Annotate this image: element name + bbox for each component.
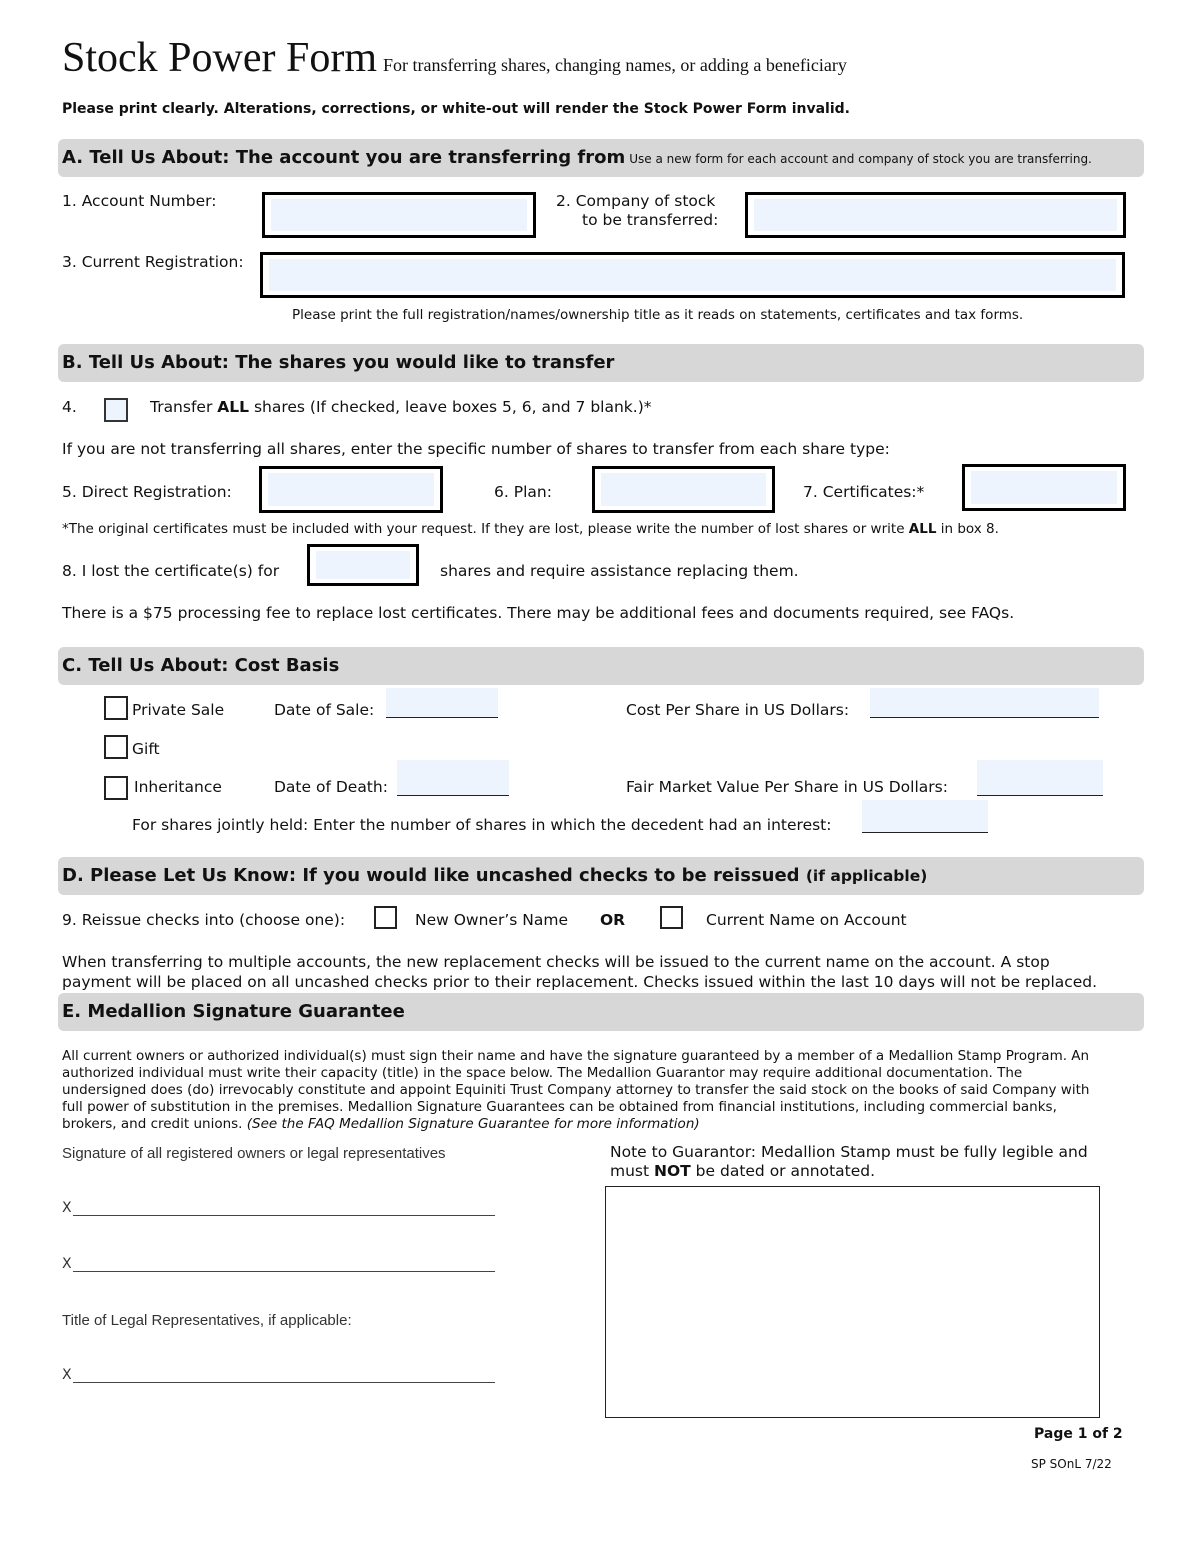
section-d-title: D. Please Let Us Know: If you would like uncashed checks to be reissued bbox=[62, 865, 800, 886]
date-of-sale-label: Date of Sale: bbox=[274, 701, 375, 719]
transfer-all-pre: Transfer bbox=[150, 398, 218, 416]
section-d-header bbox=[58, 857, 1144, 895]
cost-per-share-label: Cost Per Share in US Dollars: bbox=[626, 701, 850, 719]
signature-label: Signature of all registered owners or legal representatives bbox=[62, 1145, 446, 1162]
reissue-note-line2: payment will be placed on all uncashed checks prior to their replacement. Checks issued within the last 10 days will not be replaced. bbox=[62, 973, 1098, 991]
account-number-label: 1. Account Number: bbox=[62, 192, 217, 210]
jointly-held-label: For shares jointly held: Enter the number of shares in which the decedent had an interest: bbox=[132, 816, 832, 834]
para-line1: All current owners or authorized individual(s) must sign their name and have the signature guaranteed by a member of a Medallion Stamp Program. An bbox=[62, 1048, 1090, 1064]
fair-market-label: Fair Market Value Per Share in US Dollars: bbox=[626, 778, 948, 796]
date-of-death-input[interactable] bbox=[397, 760, 509, 796]
cost-per-share-input[interactable] bbox=[870, 688, 1099, 718]
transfer-all-post: shares (If checked, leave boxes 5, 6, and 7 blank.)* bbox=[249, 398, 652, 416]
date-of-death-label: Date of Death: bbox=[274, 778, 388, 796]
direct-registration-label: 5. Direct Registration: bbox=[62, 483, 232, 501]
signature-x-3: X bbox=[62, 1367, 72, 1383]
account-number-input[interactable] bbox=[262, 192, 536, 238]
section-a-header bbox=[58, 139, 1144, 177]
certificates-label: 7. Certificates:* bbox=[803, 483, 925, 501]
signature-line-3[interactable] bbox=[73, 1382, 495, 1383]
section-c-title: C. Tell Us About: Cost Basis bbox=[62, 655, 340, 676]
plan-label: 6. Plan: bbox=[494, 483, 552, 501]
reissue-label: 9. Reissue checks into (choose one): bbox=[62, 911, 346, 929]
registration-hint: Please print the full registration/names/ownership title as it reads on statements, certificates and tax forms. bbox=[292, 307, 1024, 323]
company-label-line2: to be transferred: bbox=[582, 211, 719, 229]
private-sale-label: Private Sale bbox=[132, 701, 225, 719]
direct-registration-input[interactable] bbox=[259, 466, 443, 513]
title-legal-label: Title of Legal Representatives, if applicable: bbox=[62, 1312, 352, 1329]
guarantor-note-line2 bbox=[610, 1162, 875, 1180]
guarantor-post: be dated or annotated. bbox=[690, 1162, 876, 1180]
company-input[interactable] bbox=[745, 192, 1126, 238]
private-sale-checkbox[interactable] bbox=[104, 696, 128, 720]
para-line2: authorized individual must write their capacity (title) in the space below. The Medallion Guarantor may require additional documentation. The bbox=[62, 1065, 1023, 1081]
company-label-line1: 2. Company of stock bbox=[556, 192, 716, 210]
gift-label: Gift bbox=[132, 740, 160, 758]
inheritance-label: Inheritance bbox=[134, 778, 222, 796]
form-title-text: Stock Power Form bbox=[62, 35, 377, 81]
certificates-input[interactable] bbox=[962, 464, 1126, 511]
lost-certificates-suffix: shares and require assistance replacing them. bbox=[440, 562, 799, 580]
processing-fee-note: There is a $75 processing fee to replace lost certificates. There may be additional fees and documents required, see FAQs. bbox=[62, 604, 1015, 622]
gift-checkbox[interactable] bbox=[104, 735, 128, 759]
section-d-paren: (if applicable) bbox=[805, 867, 928, 885]
para-italic: (See the FAQ Medallion Signature Guarantee for more information) bbox=[246, 1116, 700, 1132]
guarantor-pre: must bbox=[610, 1162, 655, 1180]
date-of-sale-input[interactable] bbox=[386, 688, 498, 718]
section-b-header bbox=[58, 344, 1144, 382]
signature-line-2[interactable] bbox=[73, 1271, 495, 1272]
new-owner-label: New Owner’s Name bbox=[415, 911, 569, 929]
footnote-pre: *The original certificates must be included with your request. If they are lost, please write the number of lost shares or write bbox=[62, 521, 909, 537]
section-b-title: B. Tell Us About: The shares you would like to transfer bbox=[62, 352, 615, 373]
item4-number: 4. bbox=[62, 398, 77, 416]
section-a-note: Use a new form for each account and company of stock you are transferring. bbox=[629, 152, 1092, 166]
current-registration-input[interactable] bbox=[260, 252, 1125, 298]
signature-x-2: X bbox=[62, 1256, 72, 1272]
page-number: Page 1 of 2 bbox=[1034, 1426, 1123, 1442]
current-registration-label: 3. Current Registration: bbox=[62, 253, 244, 271]
lost-shares-input[interactable] bbox=[307, 544, 419, 586]
transfer-all-label bbox=[150, 398, 652, 416]
form-title bbox=[62, 34, 847, 82]
footnote-post: in box 8. bbox=[936, 521, 999, 537]
warning-text: Please print clearly. Alterations, corrections, or white-out will render the Stock Power Form invalid. bbox=[62, 101, 850, 117]
form-code: SP SOnL 7/22 bbox=[1031, 1457, 1112, 1471]
medallion-paragraph bbox=[62, 1048, 1142, 1133]
new-owner-checkbox[interactable] bbox=[374, 906, 397, 929]
section-a-title: A. Tell Us About: The account you are transferring from bbox=[62, 147, 626, 168]
para-line4: full power of substitution in the premises. Medallion Signature Guarantees can be obtained from financial institutions, including commercial banks, bbox=[62, 1099, 1057, 1115]
section-e-title: E. Medallion Signature Guarantee bbox=[62, 1001, 405, 1022]
reissue-note-line1: When transferring to multiple accounts, the new replacement checks will be issued to the current name on the account. A stop bbox=[62, 953, 1050, 971]
para-line3: undersigned does (do) irrevocably constitute and appoint Equiniti Trust Company attorney to transfer the said stock on the books of said Company with bbox=[62, 1082, 1090, 1098]
current-name-label: Current Name on Account bbox=[706, 911, 907, 929]
jointly-held-input[interactable] bbox=[862, 800, 988, 833]
section-c-header bbox=[58, 647, 1144, 685]
section-e-header bbox=[58, 993, 1144, 1031]
plan-input[interactable] bbox=[592, 466, 775, 513]
certificates-footnote bbox=[62, 521, 999, 537]
inheritance-checkbox[interactable] bbox=[104, 776, 128, 800]
signature-line-1[interactable] bbox=[73, 1215, 495, 1216]
guarantor-bold: NOT bbox=[654, 1162, 691, 1180]
guarantor-note-line1: Note to Guarantor: Medallion Stamp must be fully legible and bbox=[610, 1143, 1088, 1161]
signature-x-1: X bbox=[62, 1200, 72, 1216]
lost-certificates-label: 8. I lost the certificate(s) for bbox=[62, 562, 280, 580]
form-subtitle: For transferring shares, changing names, or adding a beneficiary bbox=[383, 55, 847, 75]
partial-transfer-instructions: If you are not transferring all shares, enter the specific number of shares to transfer from each share type: bbox=[62, 440, 890, 458]
fair-market-input[interactable] bbox=[977, 760, 1103, 796]
para-line5: brokers, and credit unions. bbox=[62, 1116, 247, 1132]
transfer-all-bold: ALL bbox=[217, 398, 250, 416]
current-name-checkbox[interactable] bbox=[660, 906, 683, 929]
medallion-stamp-box[interactable] bbox=[605, 1186, 1100, 1418]
transfer-all-checkbox[interactable] bbox=[104, 398, 128, 422]
or-label: OR bbox=[600, 911, 626, 929]
footnote-bold: ALL bbox=[908, 521, 937, 537]
